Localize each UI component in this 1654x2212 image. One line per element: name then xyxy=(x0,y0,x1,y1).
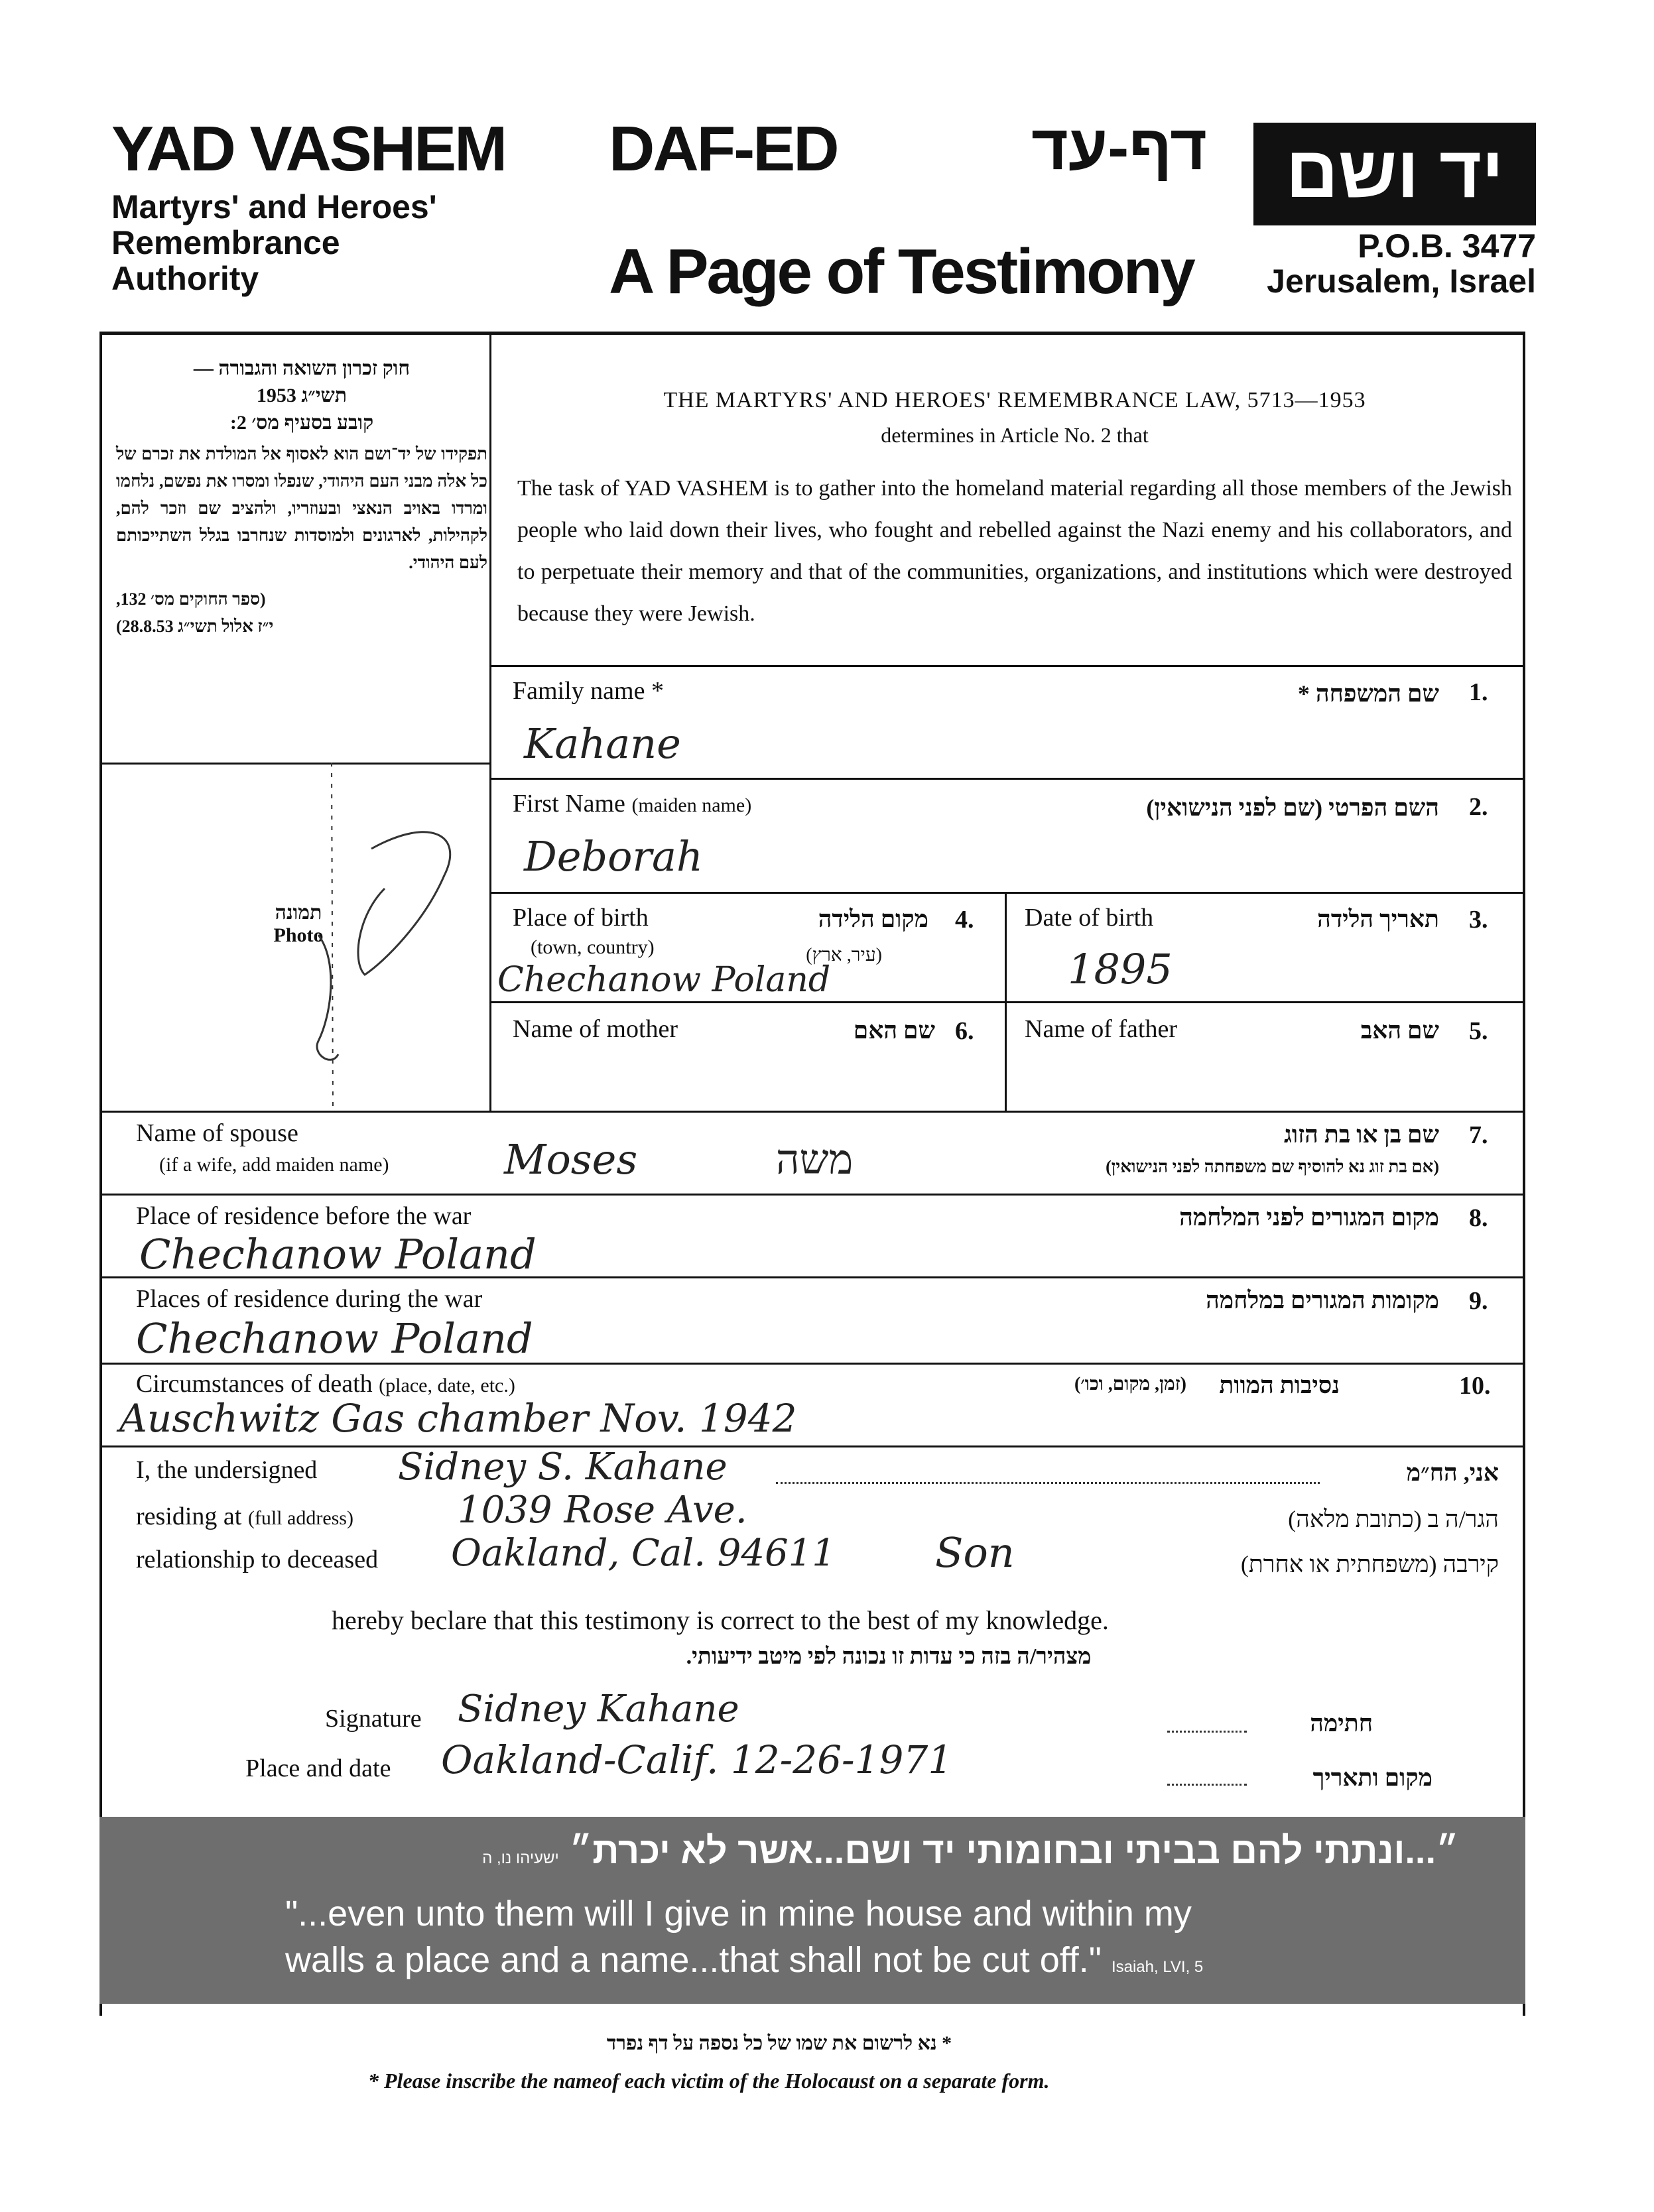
place-of-birth-label: Place of birth xyxy=(513,904,649,932)
circumstances-label-hebrew-small: (זמן, מקום, וכו׳) xyxy=(1074,1374,1186,1394)
undersigned-label-hebrew: אני, הח״מ xyxy=(1406,1459,1499,1486)
footnote-hebrew: * נא לרשום את שמו של כל נספה על דף נפרד xyxy=(606,2032,952,2054)
date-of-birth-value[interactable]: 1895 xyxy=(1068,945,1173,993)
circumstances-label-main: Circumstances of death xyxy=(136,1370,373,1398)
circumstances-label xyxy=(136,1369,515,1398)
law-english-heading xyxy=(504,383,1525,452)
spouse-label-hebrew: שם בן או בת הזוג xyxy=(1284,1121,1439,1148)
first-name-label-main: First Name xyxy=(513,790,625,818)
residence-before-label: Place of residence before the war xyxy=(136,1202,472,1230)
declaration-english: hereby beclare that this testimony is correct to the best of my knowledge. xyxy=(332,1605,1109,1635)
quote-hebrew-text: ״...ונתתי להם בביתי ובחומותי יד ושם...אשר לא יכרת״ xyxy=(569,1829,1459,1871)
spouse-label: Name of spouse xyxy=(136,1119,298,1147)
quote-hebrew xyxy=(252,1829,1459,1872)
residence-during-label: Places of residence during the war xyxy=(136,1285,483,1313)
law-english-subtitle: determines in Article No. 2 that xyxy=(881,423,1149,447)
residence-before-value[interactable]: Chechanow Poland xyxy=(139,1230,537,1278)
place-date-label-hebrew: מקום ותאריך xyxy=(1312,1764,1432,1791)
name-of-mother-label: Name of mother xyxy=(513,1015,678,1043)
signature-label-hebrew: חתימה xyxy=(1310,1710,1373,1737)
family-name-label-hebrew: שם המשפחה * xyxy=(1297,680,1439,707)
signature-value[interactable]: Sidney Kahane xyxy=(458,1688,739,1731)
place-date-label: Place and date xyxy=(245,1754,391,1782)
quote-band xyxy=(99,1817,1525,2004)
circumstances-number: 10. xyxy=(1459,1372,1491,1400)
address-value[interactable]: 1039 Rose Ave. xyxy=(458,1489,747,1532)
footnote-english: * Please inscribe the nameof each victim of the Holocaust on a separate form. xyxy=(368,2069,1050,2093)
name-of-mother-label-hebrew: שם האם xyxy=(853,1017,935,1044)
address-label-hebrew: הגר/ה ב (כתובת מלאה) xyxy=(1288,1506,1499,1532)
address-label-main: residing at xyxy=(136,1503,242,1530)
relationship-value[interactable]: Son xyxy=(935,1528,1015,1577)
circumstances-value[interactable]: Auschwitz Gas chamber Nov. 1942 xyxy=(119,1396,797,1441)
yad-vashem-logo: יד ושם xyxy=(1253,123,1536,225)
photo-label-english: Photo xyxy=(273,924,324,946)
family-name-number: 1. xyxy=(1469,678,1488,706)
date-of-birth-label-hebrew: תאריך הלידה xyxy=(1317,906,1439,932)
city-address: Jerusalem, Israel xyxy=(1267,263,1536,300)
spouse-number: 7. xyxy=(1469,1121,1488,1149)
place-date-dotted-line xyxy=(1167,1784,1247,1786)
first-name-label-small: (maiden name) xyxy=(631,794,752,816)
spouse-value-hebrew[interactable]: משה xyxy=(776,1135,854,1184)
residence-during-number: 9. xyxy=(1469,1287,1488,1315)
address-label-small: (full address) xyxy=(247,1507,353,1529)
spouse-label-hebrew-small: (אם בת זוג נא להוסיף שם משפחתה לפני הנישואין) xyxy=(1106,1157,1439,1176)
page-title: A Page of Testimony xyxy=(609,236,1194,307)
law-english-title: THE MARTYRS' AND HEROES' REMEMBRANCE LAW, 5713—1953 xyxy=(663,388,1366,412)
relationship-label: relationship to deceased xyxy=(136,1546,379,1573)
date-of-birth-label: Date of birth xyxy=(1025,904,1154,932)
place-of-birth-label-small: (town, country) xyxy=(531,936,655,958)
signature-dotted-line xyxy=(1167,1731,1247,1733)
name-of-father-label-hebrew: שם האב xyxy=(1360,1017,1439,1044)
circumstances-label-small: (place, date, etc.) xyxy=(379,1375,515,1396)
law-hebrew-ref-1: (ספר החוקים מס׳ 132, xyxy=(116,589,266,609)
daf-ed-hebrew-title: דף-עד xyxy=(1031,112,1207,183)
law-hebrew-title-1: חוק זכרון השואה והגבורה — xyxy=(193,357,411,379)
relationship-value-address[interactable]: Oakland, Cal. 94611 xyxy=(451,1532,836,1575)
quote-english-ref: Isaiah, LVI, 5 xyxy=(1111,1958,1204,1976)
family-name-label: Family name * xyxy=(513,677,664,705)
law-hebrew-title-2: תשי״ג 1953 xyxy=(256,385,348,406)
residence-during-label-hebrew: מקומות המגורים במלחמה xyxy=(1206,1287,1439,1314)
first-name-label-hebrew: השם הפרטי (שם לפני הנישואין) xyxy=(1146,794,1439,821)
undersigned-dotted-line xyxy=(776,1482,1320,1484)
quote-hebrew-ref: ישעיהו נו, ה xyxy=(482,1849,559,1867)
undersigned-label: I, the undersigned xyxy=(136,1456,318,1484)
name-of-mother-number: 6. xyxy=(955,1017,974,1045)
residence-before-number: 8. xyxy=(1469,1204,1488,1232)
residence-before-label-hebrew: מקום המגורים לפני המלחמה xyxy=(1179,1204,1439,1231)
org-title: YAD VASHEM xyxy=(111,113,506,184)
org-subtitle: Martyrs' and Heroes' Remembrance Authority xyxy=(111,188,437,297)
name-of-father-number: 5. xyxy=(1469,1017,1488,1045)
circumstances-label-hebrew: נסיבות המוות xyxy=(1219,1372,1340,1398)
law-hebrew-ref-2: י״ז אלול תשי״ג 28.8.53) xyxy=(116,617,274,636)
place-of-birth-value[interactable]: Chechanow Poland xyxy=(497,960,831,1000)
daf-ed-title: DAF-ED xyxy=(609,113,838,184)
quote-english-line-1: "...even unto them will I give in mine house and within my xyxy=(285,1894,1192,1934)
family-name-value[interactable]: Kahane xyxy=(524,719,681,768)
law-hebrew-body: תפקידו של יד־ושם הוא לאסוף אל המולדת את זכרם של כל אלה מבני העם היהודי, שנפלו ומסרו את נפשם, נלחמו ומרדו באויב הנאצי ובעוזריו, ולהציב שם וזכר להם, לקהילות, לארגונים ולמוסדות שנחרבו בגלל השתייכותם לעם היהודי. xyxy=(116,444,487,572)
law-hebrew-block xyxy=(116,355,487,640)
declaration-hebrew: מצהיר/ה בזה כי עדות זו נכונה לפי מיטב ידיעותי. xyxy=(686,1644,1092,1669)
place-of-birth-label-hebrew: מקום הלידה xyxy=(818,906,928,932)
name-of-father-label: Name of father xyxy=(1025,1015,1177,1043)
quote-english-line-2 xyxy=(285,1939,1203,1981)
spouse-value[interactable]: Moses xyxy=(504,1135,638,1184)
photo-label-hebrew: תמונה xyxy=(275,902,322,924)
date-of-birth-number: 3. xyxy=(1469,906,1488,934)
address-label xyxy=(136,1502,353,1531)
quote-english-text-2: walls a place and a name...that shall not be cut off." xyxy=(285,1940,1102,1980)
signature-label: Signature xyxy=(325,1705,422,1733)
pob-address: P.O.B. 3477 xyxy=(1358,227,1536,265)
relationship-label-hebrew: קירבה (משפחתית או אחרת) xyxy=(1240,1551,1499,1577)
place-date-value[interactable]: Oakland-Calif. 12-26-1971 xyxy=(441,1737,953,1782)
first-name-value[interactable]: Deborah xyxy=(524,832,703,881)
spouse-label-small: (if a wife, add maiden name) xyxy=(159,1154,389,1176)
first-name-label xyxy=(513,789,751,818)
first-name-number: 2. xyxy=(1469,793,1488,821)
photo-pen-scribble xyxy=(279,763,477,1107)
undersigned-value[interactable]: Sidney S. Kahane xyxy=(398,1445,728,1489)
place-of-birth-number: 4. xyxy=(955,906,974,934)
law-hebrew-title-3: קובע בסעיף מס׳ 2: xyxy=(229,412,374,434)
place-of-birth-label-hebrew-small: (עיר, ארץ) xyxy=(806,945,882,965)
residence-during-value[interactable]: Chechanow Poland xyxy=(136,1314,533,1363)
law-english-body: The task of YAD VASHEM is to gather into the homeland material regarding all those members of the Jewish people who laid down their lives, who fought and rebelled against the Nazi enemy and his collaborators, and to perpetuate their memory and that of the communities, organizations, and institutions which were destroyed because they were Jewish. xyxy=(517,476,1512,626)
